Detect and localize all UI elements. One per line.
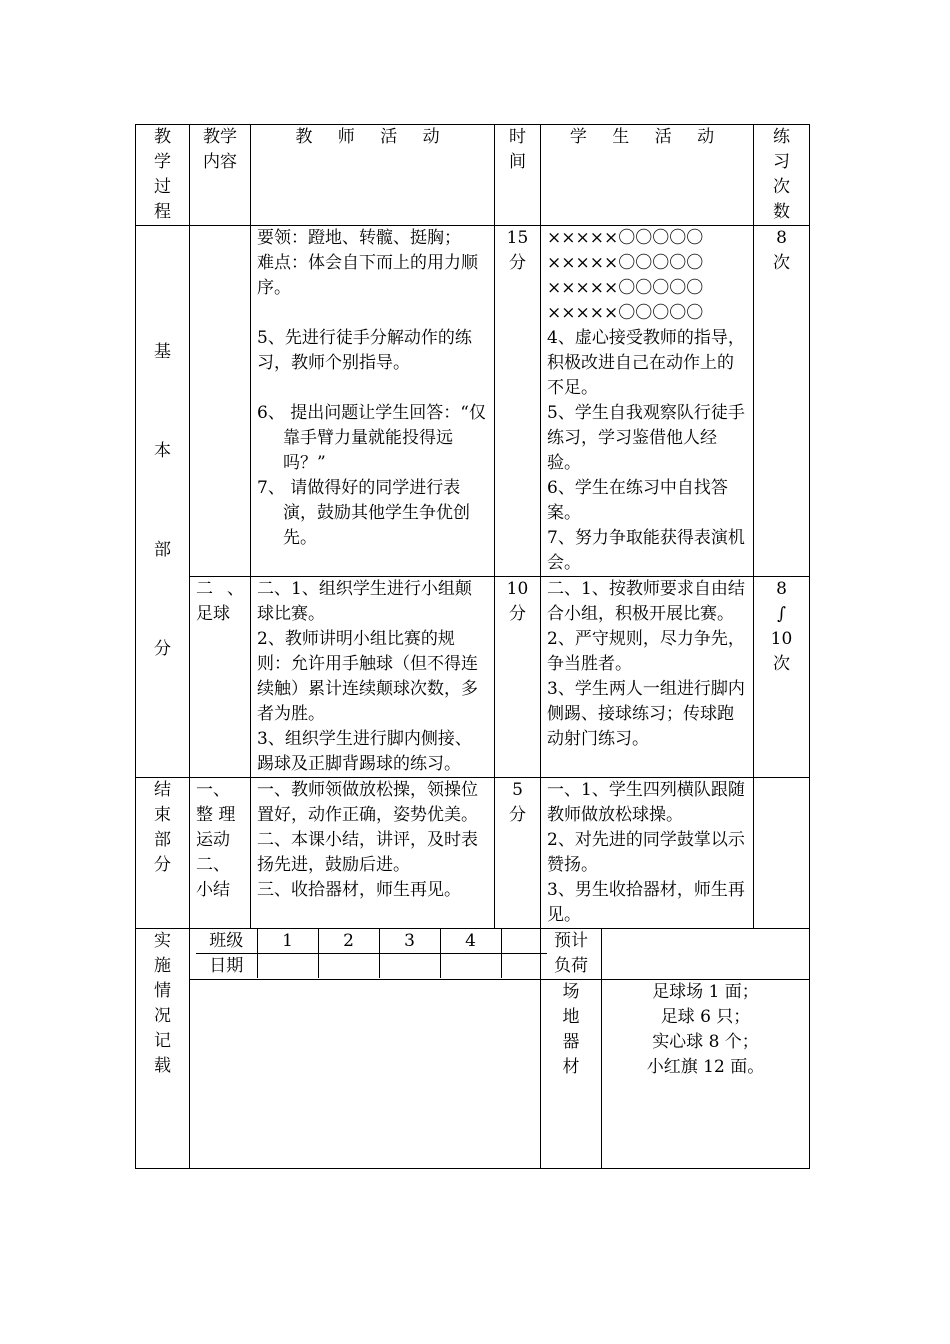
student-football-1: 二、1、按教师要求自由结合小组，积极开展比赛。 bbox=[547, 579, 745, 624]
basic-time-1: 15 分 bbox=[495, 226, 541, 577]
teacher-difficulty: 难点：体会自下而上的用力顺序。 bbox=[257, 253, 478, 298]
basic-content-1 bbox=[190, 226, 251, 577]
record-notes-row bbox=[136, 980, 810, 1169]
ending-teacher bbox=[251, 778, 495, 929]
ending-content: 一、 整 理 运动 二、 小结 bbox=[190, 778, 251, 929]
date-label: 日期 bbox=[196, 954, 257, 979]
class-2: 2 bbox=[318, 929, 379, 954]
basic-teacher-1 bbox=[251, 226, 495, 577]
equipment-list bbox=[602, 980, 810, 1169]
student-step-6: 6、学生在练习中自找答案。 bbox=[547, 478, 728, 523]
record-notes bbox=[190, 980, 541, 1169]
student-step-5: 5、学生自我观察队行徒手练习，学习鉴借他人经验。 bbox=[547, 403, 745, 473]
equipment-item: 小红旗 12 面。 bbox=[646, 1057, 765, 1077]
teacher-ending-1: 一、教师领做放松操，领操位置好，动作正确，姿势优美。 bbox=[257, 780, 478, 825]
formation-row: ×××××〇〇〇〇〇 bbox=[547, 303, 704, 323]
teacher-football-1: 二、1、组织学生进行小组颠球比赛。 bbox=[257, 579, 472, 624]
header-student: 学 生 活 动 bbox=[541, 125, 754, 226]
class-4: 4 bbox=[440, 929, 501, 954]
class-date-grid bbox=[190, 929, 541, 980]
basic-time-2: 10 分 bbox=[495, 577, 541, 778]
basic-student-2 bbox=[541, 577, 754, 778]
load-label: 预计 负荷 bbox=[541, 929, 602, 980]
record-class-row bbox=[136, 929, 810, 980]
lesson-plan-table bbox=[135, 124, 810, 1169]
section-basic: 基 本 部 分 bbox=[136, 226, 190, 778]
class-label: 班级 bbox=[196, 929, 257, 954]
venue-label: 场 地 器 材 bbox=[541, 980, 602, 1169]
teacher-step-5: 5、先进行徒手分解动作的练习，教师个别指导。 bbox=[257, 328, 472, 373]
equipment-item: 足球 6 只； bbox=[660, 1007, 751, 1027]
student-ending-3: 3、男生收拾器材，师生再见。 bbox=[547, 880, 745, 925]
equipment-item: 实心球 8 个； bbox=[652, 1032, 759, 1052]
header-count: 练 习 次 数 bbox=[754, 125, 810, 226]
ending-time: 5 分 bbox=[495, 778, 541, 929]
basic-row-2 bbox=[136, 577, 810, 778]
teacher-ending-3: 三、收拾器材，师生再见。 bbox=[257, 880, 461, 900]
student-step-4: 4、虚心接受教师的指导，积极改进自己在动作上的不足。 bbox=[547, 328, 745, 398]
teacher-step-6: 6、 提出问题让学生回答：“仅靠手臂力量就能投得远吗？” bbox=[257, 403, 486, 473]
class-3: 3 bbox=[379, 929, 440, 954]
teacher-step-7: 7、 请做得好的同学进行表演，鼓励其他学生争优创先。 bbox=[257, 478, 470, 548]
equipment-item: 足球场 1 面； bbox=[652, 982, 759, 1002]
teacher-ending-2: 二、本课小结，讲评，及时表扬先进，鼓励后进。 bbox=[257, 830, 478, 875]
basic-content-2: 二、 足球 bbox=[190, 577, 251, 778]
teacher-football-3: 3、组织学生进行脚内侧接、踢球及正脚背踢球的练习。 bbox=[257, 729, 472, 774]
basic-count-2: 8 ∫ 10 次 bbox=[754, 577, 810, 778]
basic-student-1 bbox=[541, 226, 754, 577]
formation-row: ×××××〇〇〇〇〇 bbox=[547, 278, 704, 298]
section-ending: 结 束 部 分 bbox=[136, 778, 190, 929]
student-step-7: 7、努力争取能获得表演机会。 bbox=[547, 528, 745, 573]
basic-teacher-2 bbox=[251, 577, 495, 778]
basic-count-1: 8 次 bbox=[754, 226, 810, 577]
ending-student bbox=[541, 778, 754, 929]
header-teacher: 教 师 活 动 bbox=[251, 125, 495, 226]
basic-row-1 bbox=[136, 226, 810, 577]
header-content: 教学 内容 bbox=[190, 125, 251, 226]
header-row bbox=[136, 125, 810, 226]
teacher-football-2: 2、教师讲明小组比赛的规则：允许用手触球（但不得连续触）累计连续颠球次数，多者为胜。 bbox=[257, 629, 478, 724]
section-record: 实 施 情 况 记 载 bbox=[136, 929, 190, 1169]
student-football-3: 3、学生两人一组进行脚内侧踢、接球练习；传球跑动射门练习。 bbox=[547, 679, 745, 749]
teacher-point: 要领：蹬地、转髋、挺胸； bbox=[257, 228, 461, 248]
ending-count bbox=[754, 778, 810, 929]
student-ending-2: 2、对先进的同学鼓掌以示赞扬。 bbox=[547, 830, 745, 875]
formation-row: ×××××〇〇〇〇〇 bbox=[547, 253, 704, 273]
formation-row: ×××××〇〇〇〇〇 bbox=[547, 228, 704, 248]
student-football-2: 2、严守规则，尽力争先，争当胜者。 bbox=[547, 629, 745, 674]
ending-row bbox=[136, 778, 810, 929]
student-ending-1: 一、1、学生四列横队跟随教师做放松球操。 bbox=[547, 780, 745, 825]
load-value bbox=[602, 929, 810, 980]
header-process: 教 学 过 程 bbox=[136, 125, 190, 226]
class-1: 1 bbox=[257, 929, 318, 954]
header-time: 时 间 bbox=[495, 125, 541, 226]
